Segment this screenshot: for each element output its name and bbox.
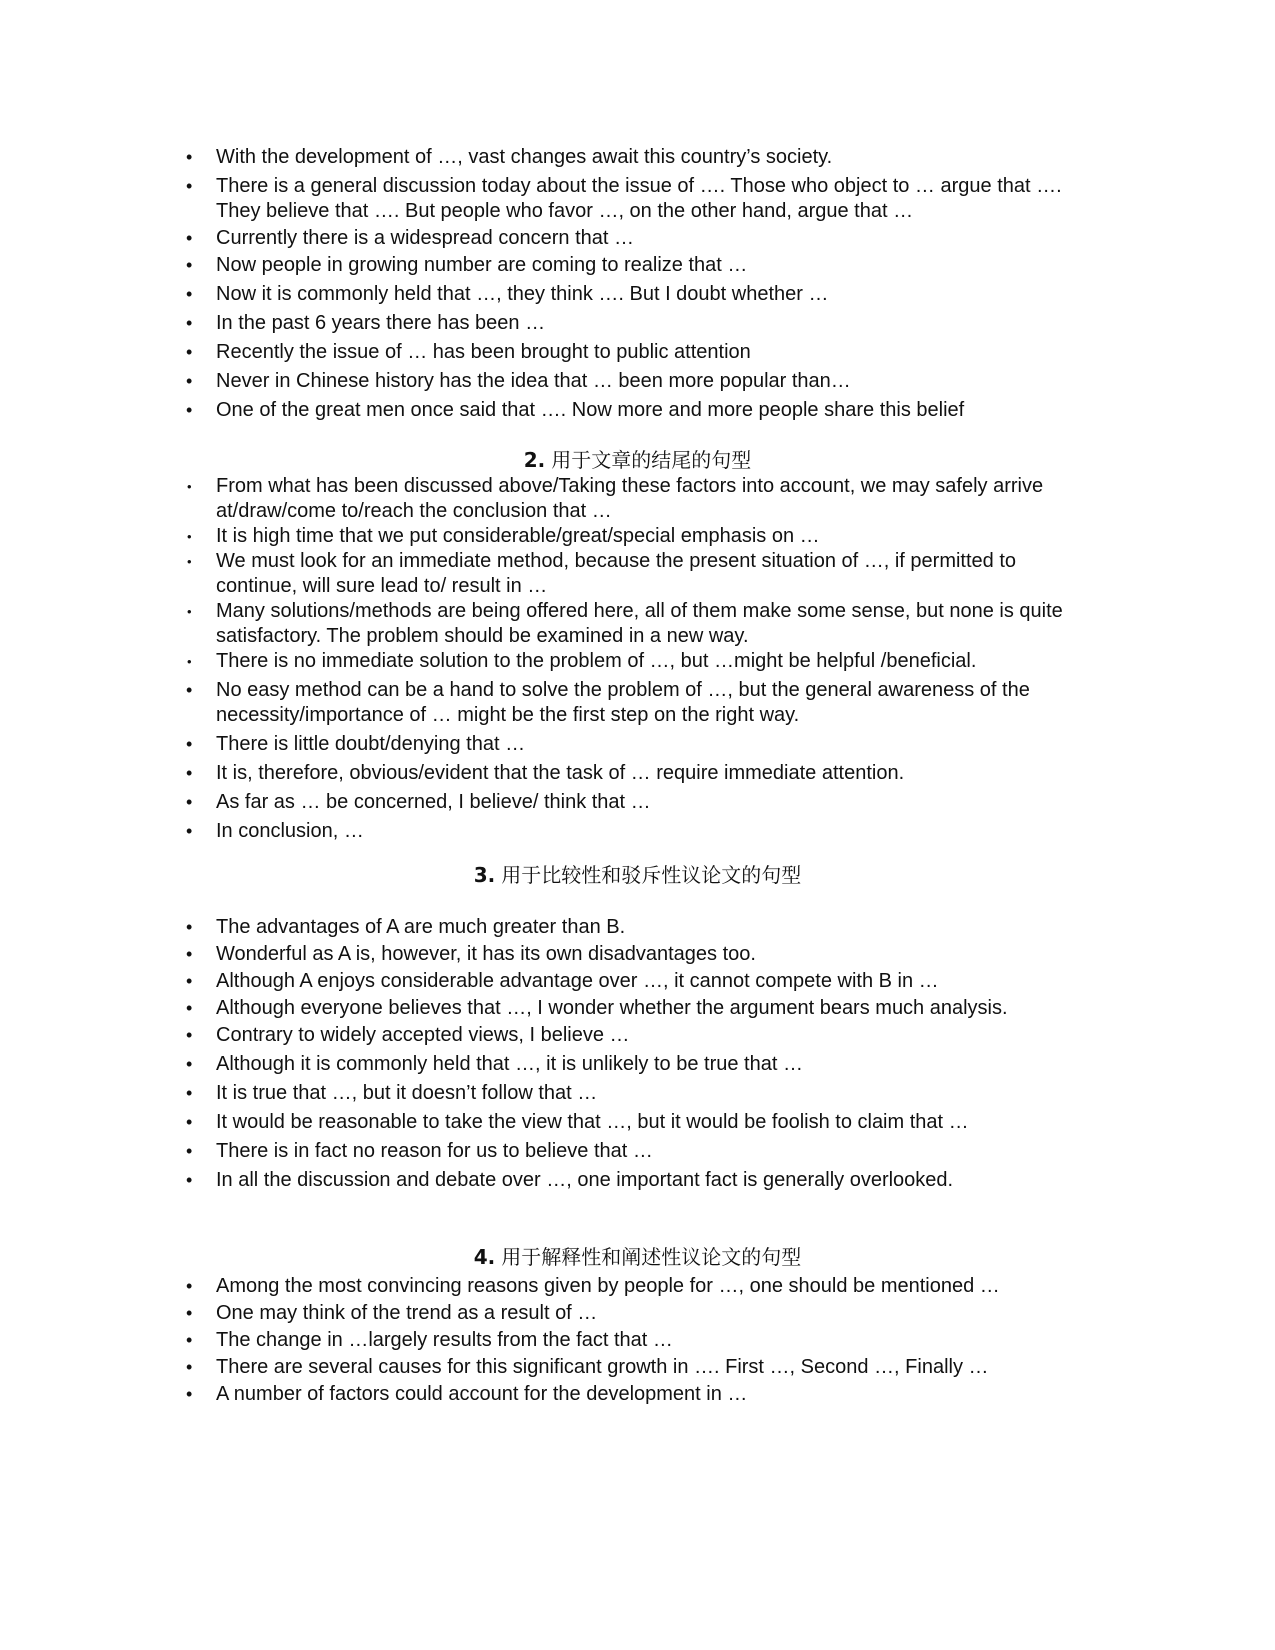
section3-list [180,915,1095,1193]
section4-heading [180,1244,1095,1270]
list-item: • In the past 6 years there has been … [186,312,546,334]
section1-list [180,145,1095,423]
list-item: • Never in Chinese history has the idea that … been more popular than… [186,370,851,392]
bullet-icon: • [186,1054,193,1074]
bullet-icon: • [186,680,193,700]
bullet-icon: • [186,147,193,167]
list-item: • Although it is commonly held that …, it is unlikely to be true that … [186,1053,803,1075]
bullet-icon: • [186,1141,193,1161]
bullet-icon: • [186,971,193,991]
list-item: • Now people in growing number are coming to realize that … [186,254,748,276]
list-item: • One may think of the trend as a result of … [186,1302,598,1324]
list-item: • We must look for an immediate method, because the present situation of …, if permitted to continue, will sure lead to/ result in … [187,550,1017,597]
list-item: • Among the most convincing reasons given by people for …, one should be mentioned … [186,1275,1000,1297]
section4-title: 用于解释性和阐述性议论文的句型 [501,1245,802,1269]
list-item: • Now it is commonly held that …, they think …. But I doubt whether … [186,283,829,305]
bullet-icon: • [186,734,193,754]
list-item: • No easy method can be a hand to solve the problem of …, but the general awareness of the necessity/importance of … might be the first step on the right way. [186,679,1030,726]
list-item: • There is a general discussion today about the issue of …. Those who object to … argue that …. They believe that …. But people who favor …, on the other hand, argue that … [186,175,1062,222]
list-item: • There is in fact no reason for us to believe that … [186,1140,653,1162]
list-item: • There is little doubt/denying that … [186,733,526,755]
bullet-icon: • [186,1303,193,1323]
bullet-icon: • [186,917,193,937]
bullet-icon: • [186,792,193,812]
section3-title: 用于比较性和驳斥性议论文的句型 [501,863,802,887]
bullet-icon: • [186,284,193,304]
list-item: • From what has been discussed above/Taking these factors into account, we may safely arrive at/draw/come to/reach the conclusion that … [187,475,1044,522]
list-item: • Contrary to widely accepted views, I believe … [186,1024,630,1046]
list-item: • In conclusion, … [186,820,364,842]
bullet-icon: • [186,821,193,841]
bullet-icon: • [186,1276,193,1296]
bullet-icon: • [186,1384,193,1404]
section2-number: 2. [523,448,546,472]
section2-heading [180,447,1095,473]
bullet-icon: • [186,400,193,420]
bullet-icon: • [186,1357,193,1377]
bullet-icon: • [186,998,193,1018]
list-item: • The change in …largely results from the fact that … [186,1329,673,1351]
bullet-icon: • [186,1083,193,1103]
list-item: • It is true that …, but it doesn’t follow that … [186,1082,598,1104]
bullet-icon: • [186,371,193,391]
bullet-icon: • [186,313,193,333]
bullet-icon: • [187,479,192,494]
bullet-icon: • [187,554,192,569]
list-item: • In all the discussion and debate over …, one important fact is generally overlooked. [186,1169,954,1191]
section4-number: 4. [473,1245,496,1269]
list-item: • One of the great men once said that …. Now more and more people share this belief [186,399,965,421]
bullet-icon: • [186,944,193,964]
bullet-icon: • [186,1170,193,1190]
list-item: • It would be reasonable to take the view that …, but it would be foolish to claim that … [186,1111,969,1133]
bullet-icon: • [186,228,193,248]
list-item: • It is high time that we put considerable/great/special emphasis on … [187,525,820,547]
list-item: • It is, therefore, obvious/evident that the task of … require immediate attention. [186,762,905,784]
list-item: • The advantages of A are much greater than B. [186,916,626,938]
section2-title: 用于文章的结尾的句型 [551,448,752,472]
section3-heading [180,862,1095,888]
section2-list [180,474,1095,844]
bullet-icon: • [186,176,193,196]
bullet-icon: • [186,1330,193,1350]
bullet-icon: • [187,529,192,544]
bullet-icon: • [186,1025,193,1045]
list-item: • Wonderful as A is, however, it has its own disadvantages too. [186,943,756,965]
list-item: • There are several causes for this significant growth in …. First …, Second …, Finally … [186,1356,989,1378]
bullet-icon: • [186,763,193,783]
list-item: • There is no immediate solution to the problem of …, but …might be helpful /beneficial. [187,650,977,672]
list-item: • Currently there is a widespread concern that … [186,227,634,249]
bullet-icon: • [186,255,193,275]
list-item: • As far as … be concerned, I believe/ think that … [186,791,651,813]
bullet-icon: • [186,342,193,362]
section4-list [180,1274,1095,1407]
bullet-icon: • [187,654,192,669]
list-item: • Although A enjoys considerable advantage over …, it cannot compete with B in … [186,970,939,992]
list-item: • Although everyone believes that …, I wonder whether the argument bears much analysis. [186,997,1008,1019]
bullet-icon: • [186,1112,193,1132]
list-item: • Recently the issue of … has been brought to public attention [186,341,751,363]
list-item: • Many solutions/methods are being offered here, all of them make some sense, but none is quite satisfactory. The problem should be examined in a new way. [187,600,1063,647]
list-item: • With the development of …, vast changes await this country’s society. [186,146,833,168]
bullet-icon: • [187,604,192,619]
section3-number: 3. [473,863,496,887]
list-item: • A number of factors could account for the development in … [186,1383,748,1405]
